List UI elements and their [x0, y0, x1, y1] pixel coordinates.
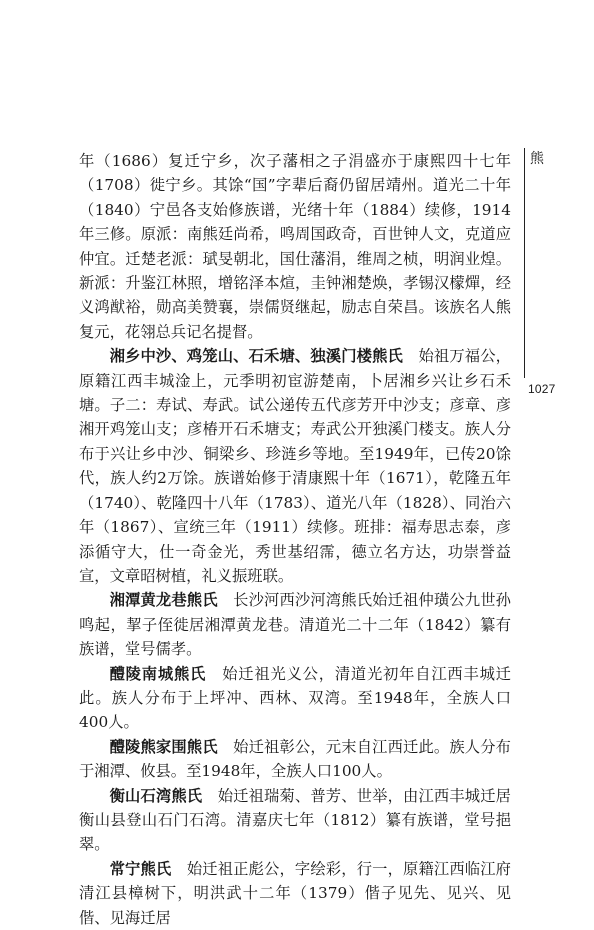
margin-rule [524, 148, 525, 378]
paragraph-entry-liling-nancheng [79, 662, 511, 735]
entry-title: 醴陵熊家围熊氏 [109, 737, 218, 756]
entry-title: 常宁熊氏 [109, 859, 172, 878]
paragraph-text: 年（1686）复迁宁乡，次子藩相之子涓盛亦于康熙四十七年（1708）徙宁乡。其馀“国”字辈后裔仍留居靖州。道光二十年（1840）宁邑各支始修族谱，光绪十年（1884）续修，1914年三修。原派：南熊廷尚希，鸣周国政奇，百世钟人文，克道应仲宜。迁楚老派：珷旻朝北，国仕藩涓，维周之桢，明润业煌。新派：升鉴江林照，增铭泽本煊，圭钟湘楚焕，孝锡汉檬燀，经义鸿猷裕，勋高美赞襄，崇儒贤继起，励志自荣昌。该族名人熊复元，花翎总兵记名提督。 [79, 152, 511, 341]
paragraph-continued [79, 149, 511, 344]
entry-title: 湘潭黄龙巷熊氏 [109, 591, 218, 610]
paragraph-entry-hengshan [79, 784, 511, 857]
paragraph-entry-xiangxiang [79, 344, 511, 588]
page-number: 1027 [528, 382, 556, 396]
paragraph-text: 长沙河西沙河湾熊氏始迁祖仲璜公九世孙鸣起，挈子侄徙居湘潭黄龙巷。清道光二十二年（1842）纂有族谱，堂号儒孝。 [79, 591, 511, 659]
paragraph-text: 始祖万福公，原籍江西丰城淦上，元季明初宦游楚南，卜居湘乡兴让乡石禾塘。子二：寿试、寿武。试公递传五代彦芳开中沙支；彦章、彦湘开鸡笼山支；彦椿开石禾塘支；寿武公开独溪门楼支。族人分布于兴让乡中沙、铜梁乡、珍涟乡等地。至1949年，已传20馀代，族人约2万馀。族谱始修于清康熙十年（1671），乾隆五年（1740）、乾隆四十八年（1783）、道光八年（1828）、同治六年（1867）、宣统三年（1911）续修。班排：福寿思志泰，彦添循守大，仕一奇金光，秀世基绍霈，德立名方达，功崇誉益宣，文章昭树植，礼义振班联。 [79, 347, 511, 585]
paragraph-text: 始迁祖光义公，清道光初年自江西丰城迁此。族人分布于上坪冲、西林、双湾。至1948年，全族人口400人。 [79, 664, 511, 732]
running-head-surname: 熊 [530, 151, 544, 167]
paragraph-entry-xiangtan [79, 588, 511, 661]
entry-title: 衡山石湾熊氏 [109, 786, 203, 805]
paragraph-text: 始迁祖瑞菊、普芳、世举，由江西丰城迁居衡山县登山石门石湾。清嘉庆七年（1812）纂有族谱，堂号挹翠。 [79, 786, 511, 854]
paragraph-text: 始迁祖彰公，元末自江西迁此。族人分布于湘潭、攸县。至1948年，全族人口100人。 [79, 737, 511, 781]
body-text [79, 149, 511, 930]
paragraph-text: 始迁祖正彪公，字绘彩，行一，原籍江西临江府清江县樟树下，明洪武十二年（1379）偕子见先、见兴、见偕、见海迁居 [79, 859, 511, 927]
paragraph-entry-liling-xiongjiawei [79, 735, 511, 784]
entry-title: 醴陵南城熊氏 [109, 664, 207, 683]
entry-title: 湘乡中沙、鸡笼山、石禾塘、独溪门楼熊氏 [109, 347, 404, 366]
paragraph-entry-changning [79, 857, 511, 930]
